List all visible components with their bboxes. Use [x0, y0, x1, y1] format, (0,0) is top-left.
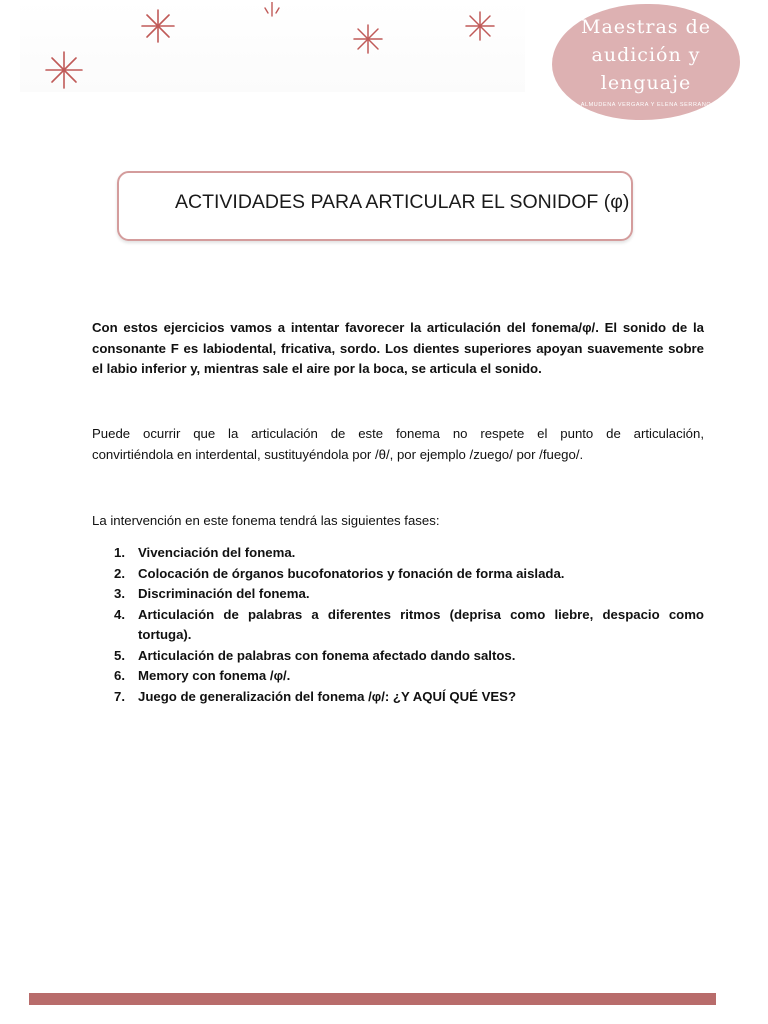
list-item	[92, 605, 704, 646]
list-item-text: Vivenciación del fonema.	[138, 545, 296, 560]
intro-line: consonante F es labiodental, fricativa, sordo. Los dientes superiores apoyan suavemente sobre	[92, 340, 704, 356]
list-item-text: Colocación de órganos bucofonatorios y fonación de forma aislada.	[138, 565, 565, 581]
page-title: ACTIVIDADES PARA ARTICULAR EL SONIDOF (φ)	[175, 191, 630, 213]
list-item-text: Articulación de palabras a diferentes ritmos (deprisa como liebre, despacio como tortuga).	[138, 606, 704, 642]
logo-authors: ALMUDENA VERGARA Y ELENA SERRANO	[580, 102, 712, 108]
list-item-text: Juego de generalización del fonema /φ/: ¿Y AQUÍ QUÉ VES?	[138, 688, 517, 704]
list-item-number: 4.	[114, 606, 125, 622]
star-icon	[140, 8, 176, 44]
logo-line: Maestras de	[580, 16, 712, 38]
star-icon	[45, 51, 83, 89]
list-item	[92, 543, 704, 564]
star-icon	[465, 11, 495, 41]
list-item	[92, 564, 704, 585]
list-item-text: Articulación de palabras con fonema afectado dando saltos.	[138, 647, 516, 663]
title-box	[117, 171, 633, 241]
logo-badge	[552, 4, 740, 120]
list-item-number: 5.	[114, 647, 125, 663]
footer-bar	[29, 993, 716, 1005]
intro-line: Con estos ejercicios vamos a intentar favorecer la articulación del fonema/φ/. El sonido de la	[92, 320, 704, 335]
list-item-text: Discriminación del fonema.	[138, 586, 310, 601]
list-item-text: Memory con fonema /φ/.	[138, 668, 291, 683]
phases-intro: La intervención en este fonema tendrá las siguientes fases:	[92, 513, 440, 528]
list-item-number: 3.	[114, 586, 125, 601]
list-item	[92, 666, 704, 687]
note-line: convirtiéndola en interdental, sustituyéndola por /θ/, por ejemplo /zuego/ por /fuego/.	[92, 446, 584, 462]
phases-list	[92, 543, 704, 707]
note-line: Puede ocurrir que la articulación de este fonema no respete el punto de articulación,	[92, 426, 704, 441]
list-item	[92, 646, 704, 667]
list-item-number: 7.	[114, 688, 125, 704]
list-item	[92, 584, 704, 605]
logo-line: audición y	[591, 44, 701, 66]
list-item-number: 1.	[114, 545, 125, 560]
list-item-number: 2.	[114, 565, 125, 581]
logo-line: lenguaje	[600, 72, 692, 94]
intro-paragraph	[92, 318, 704, 380]
note-paragraph	[92, 424, 704, 465]
list-item-number: 6.	[114, 668, 125, 683]
star-icon	[260, 2, 284, 18]
list-item	[92, 687, 704, 708]
star-icon	[353, 24, 383, 54]
intro-line: el labio inferior y, mientras sale el aire por la boca, se articula el sonido.	[92, 361, 542, 376]
